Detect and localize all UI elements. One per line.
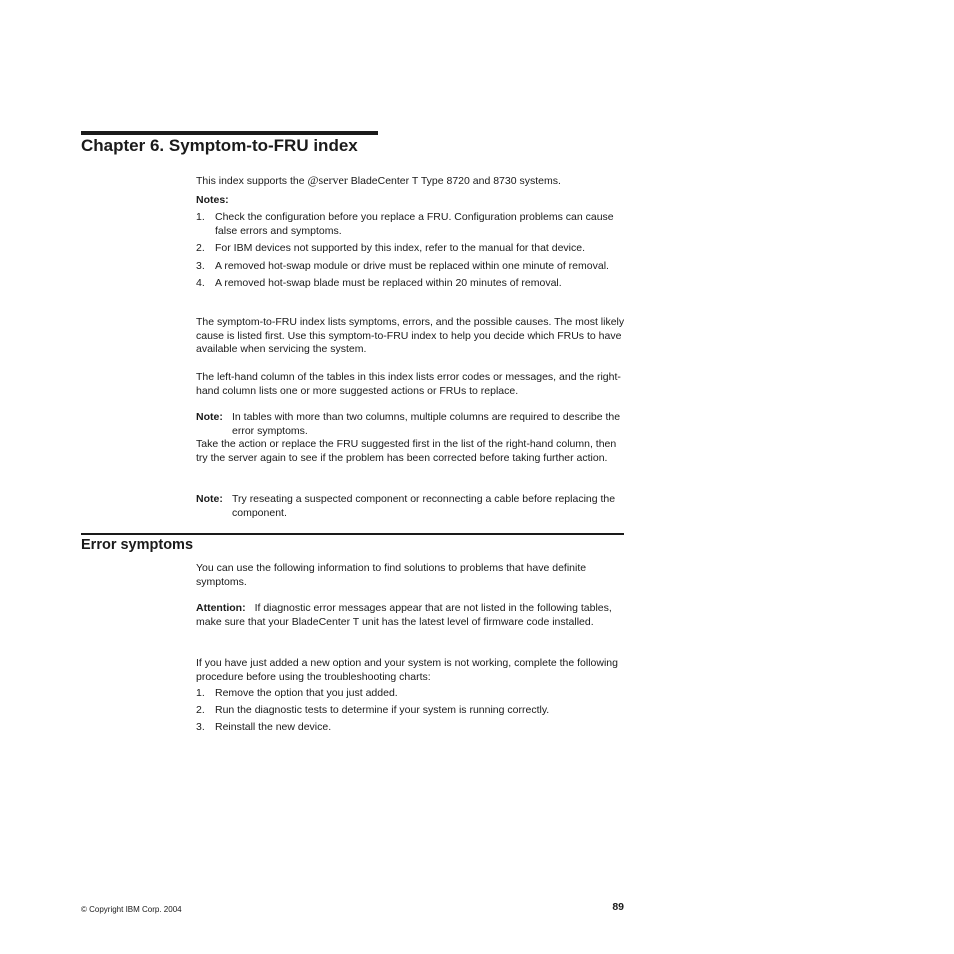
note-text: In tables with more than two columns, multiple columns are required to describe the error symptoms. — [232, 411, 621, 437]
paragraph-text: You can use the following information to find solutions to problems that have definite symptoms. — [196, 562, 587, 588]
paragraph-text: Take the action or replace the FRU suggested first in the list of the right-hand column, then try the server again to see if the problem has been corrected before taking further action. — [196, 438, 617, 464]
paragraph-text: The left-hand column of the tables in this index lists error codes or messages, and the right-hand column lists one or more suggested actions or FRUs to replace. — [196, 371, 621, 397]
section-title-rule — [81, 533, 624, 535]
note-number: 1. — [196, 211, 205, 223]
note-item-text: A removed hot-swap blade must be replaced within 20 minutes of removal. — [215, 277, 562, 289]
note-block — [196, 411, 626, 438]
procedure-steps-list — [196, 687, 626, 735]
paragraph — [196, 562, 626, 589]
note-item — [196, 277, 626, 291]
step-text: Run the diagnostic tests to determine if your system is running correctly. — [215, 704, 550, 716]
note-number: 4. — [196, 277, 205, 289]
step-item — [196, 704, 626, 718]
note-block — [196, 493, 626, 520]
intro-text-before: This index supports the — [196, 175, 308, 187]
chapter-title-rule — [81, 131, 378, 135]
note-item — [196, 211, 626, 238]
note-item-text: For IBM devices not supported by this index, refer to the manual for that device. — [215, 242, 586, 254]
attention-paragraph — [196, 602, 626, 629]
note-item — [196, 242, 626, 256]
paragraph — [196, 316, 626, 357]
step-number: 2. — [196, 704, 205, 716]
step-number: 1. — [196, 687, 205, 699]
note-label: Note: — [196, 493, 223, 505]
paragraph — [196, 438, 626, 465]
attention-block — [196, 602, 626, 629]
note-label: Note: — [196, 411, 223, 423]
note-number: 2. — [196, 242, 205, 254]
paragraph-text: If you have just added a new option and your system is not working, complete the following procedure before using the troubleshooting charts: — [196, 657, 618, 683]
paragraph — [196, 657, 626, 684]
intro-text-after: BladeCenter T Type 8720 and 8730 systems. — [347, 175, 561, 187]
note-item — [196, 260, 626, 274]
section-title: Error symptoms — [81, 537, 194, 553]
note-item-text: A removed hot-swap module or drive must be replaced within one minute of removal. — [215, 259, 609, 272]
attention-text: If diagnostic error messages appear that are not listed in the following tables, make sure that your BladeCenter T unit has the latest level of firmware code installed. — [196, 602, 612, 628]
attention-label: Attention: — [196, 602, 246, 614]
note-item-text: Check the configuration before you replace a FRU. Configuration problems can cause false errors and symptoms. — [215, 211, 614, 237]
step-item — [196, 687, 626, 701]
page-number: 89 — [612, 901, 624, 913]
footer-copyright: © Copyright IBM Corp. 2004 — [81, 905, 182, 914]
step-text: Reinstall the new device. — [215, 721, 332, 733]
note-number: 3. — [196, 259, 205, 272]
step-item — [196, 721, 626, 735]
chapter-title: Chapter 6. Symptom-to-FRU index — [81, 136, 358, 155]
paragraph-text: The symptom-to-FRU index lists symptoms, errors, and the possible causes. The most likely cause is listed first. Use this symptom-to-FRU index to help you decide which FRUs to have available when servicing the system. — [196, 316, 625, 355]
note-text: Try reseating a suspected component or reconnecting a cable before replacing the component. — [232, 493, 616, 519]
paragraph — [196, 371, 626, 398]
notes-list — [196, 211, 626, 291]
eserver-brand: @server — [307, 173, 348, 187]
step-text: Remove the option that you just added. — [215, 687, 398, 699]
notes-label: Notes: — [196, 194, 229, 206]
step-number: 3. — [196, 721, 205, 733]
intro-paragraph — [196, 174, 626, 189]
